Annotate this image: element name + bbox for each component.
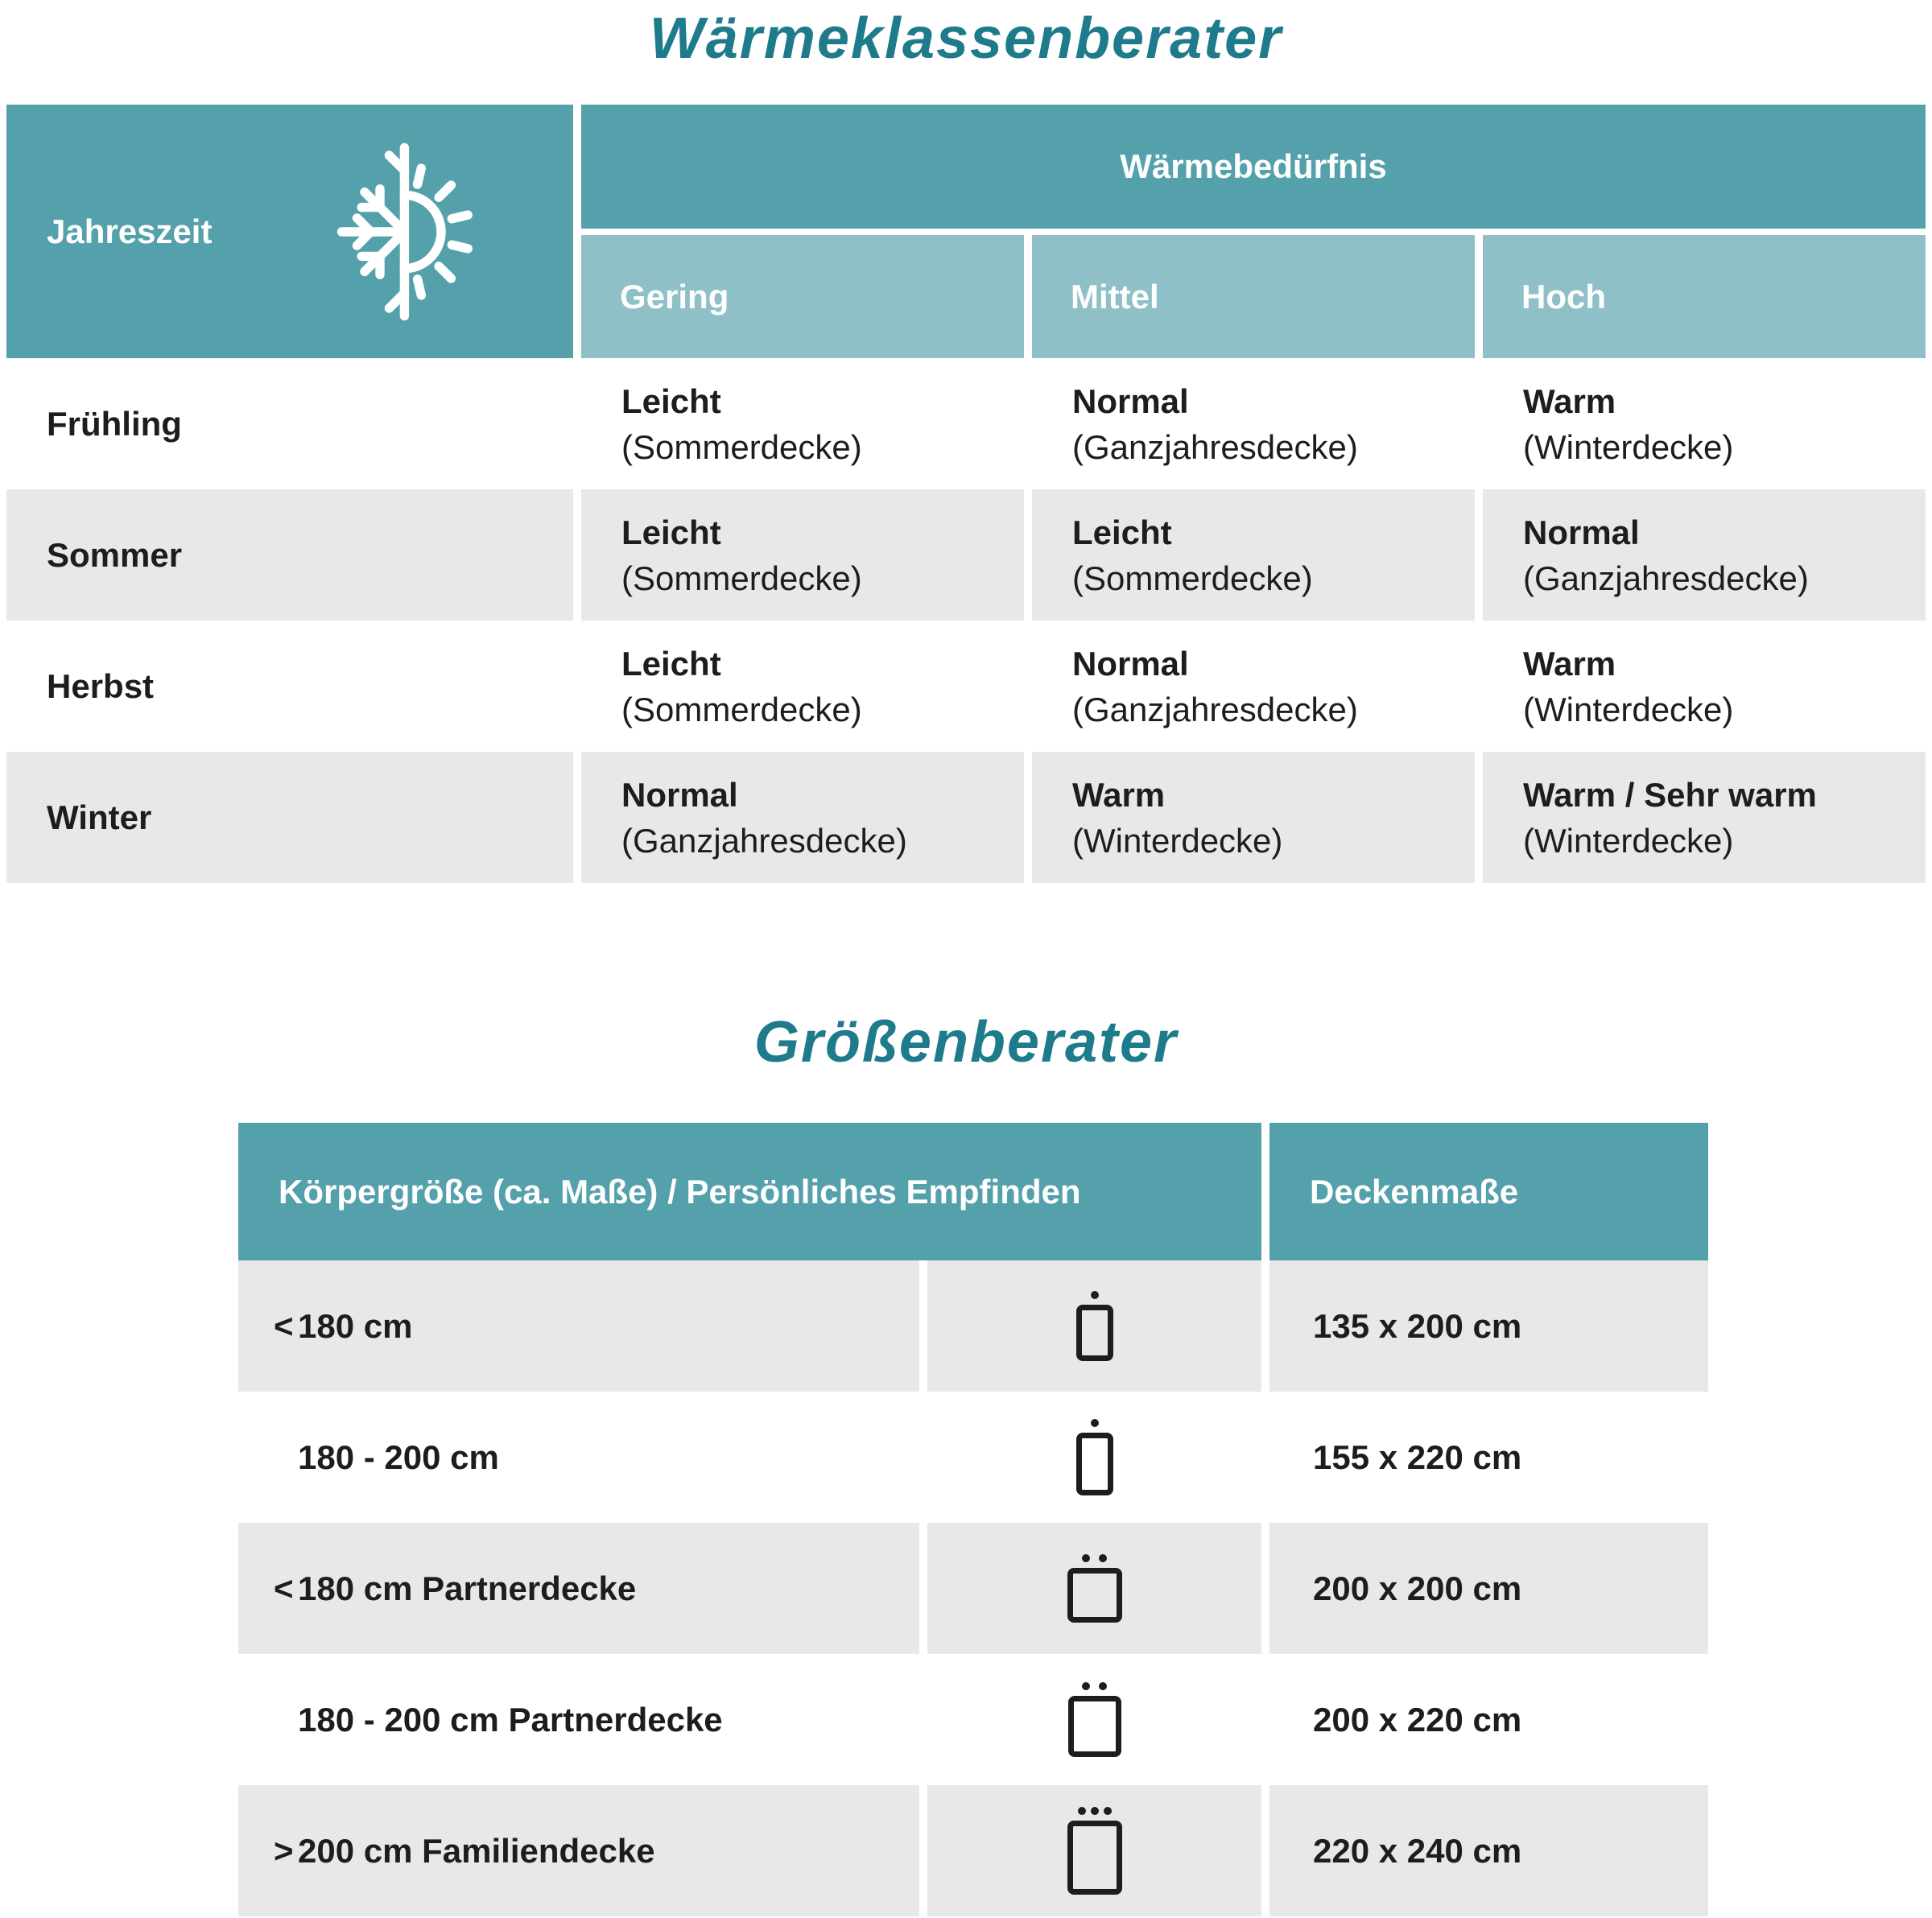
person-head-dot — [1091, 1291, 1099, 1299]
family-blanket-icon — [927, 1785, 1261, 1916]
season-label: Frühling — [6, 358, 573, 489]
comparison-symbol: < — [274, 1306, 294, 1345]
blanket-type: (Winterdecke) — [1523, 427, 1734, 466]
warmth-table — [6, 105, 1926, 883]
warmth-cell — [1483, 752, 1926, 883]
warmth-need-header-group — [581, 105, 1926, 358]
body-height-header: Körpergröße (ca. Maße) / Persönliches Empfinden — [238, 1123, 1261, 1260]
blanket-type: (Winterdecke) — [1523, 821, 1734, 860]
season-label: Winter — [6, 752, 573, 883]
blanket-class: Normal — [1523, 513, 1640, 551]
warmth-level-header-gering: Gering — [581, 235, 1024, 358]
table-row-sommer — [6, 489, 1926, 621]
warmth-level-header-mittel: Mittel — [1032, 235, 1475, 358]
person-head-dot — [1099, 1682, 1107, 1690]
height-text: 180 - 200 cm — [298, 1437, 499, 1476]
person-heads — [1078, 1807, 1112, 1815]
blanket-class: Warm — [1072, 775, 1166, 814]
season-label: Herbst — [6, 621, 573, 752]
size-table-header — [238, 1123, 1708, 1260]
blanket-type: (Winterdecke) — [1523, 690, 1734, 728]
body-height-label — [238, 1654, 919, 1785]
person-heads — [1082, 1682, 1107, 1690]
blanket-type: (Winterdecke) — [1072, 821, 1283, 860]
warmth-level-subheaders — [581, 235, 1926, 358]
person-head-dot — [1099, 1554, 1107, 1562]
blanket-size-value: 200 x 220 cm — [1269, 1654, 1708, 1785]
season-header-label: Jahreszeit — [47, 212, 213, 250]
single-person-blanket-icon — [927, 1260, 1261, 1392]
height-text: 180 - 200 cm Partnerdecke — [298, 1700, 723, 1739]
person-heads — [1091, 1419, 1099, 1427]
warmth-table-body — [6, 358, 1926, 883]
body-height-label — [238, 1392, 919, 1523]
table-row-fruehling — [6, 358, 1926, 489]
single-person-blanket-icon — [927, 1392, 1261, 1523]
blanket-type: (Sommerdecke) — [621, 427, 862, 466]
person-head-dot — [1082, 1554, 1090, 1562]
blanket-shape — [1076, 1305, 1113, 1361]
blanket-class: Leicht — [621, 513, 721, 551]
warmth-need-label: Wärmebedürfnis — [1120, 147, 1387, 185]
warmth-level-header-hoch: Hoch — [1483, 235, 1926, 358]
blanket-type: (Sommerdecke) — [621, 559, 862, 597]
size-row — [238, 1523, 1708, 1654]
warmth-cell — [581, 358, 1024, 489]
person-head-dot — [1078, 1807, 1086, 1815]
blanket-class: Leicht — [621, 382, 721, 420]
table-row-winter — [6, 752, 1926, 883]
warmth-table-header — [6, 105, 1926, 358]
blanket-type: (Ganzjahresdecke) — [1072, 690, 1358, 728]
person-head-dot — [1091, 1419, 1099, 1427]
blanket-shape — [1067, 1821, 1122, 1895]
comparison-symbol: > — [274, 1831, 294, 1870]
blanket-type: (Sommerdecke) — [1072, 559, 1313, 597]
person-head-dot — [1104, 1807, 1112, 1815]
person-heads — [1091, 1291, 1099, 1299]
blanket-class: Leicht — [1072, 513, 1172, 551]
blanket-shape — [1076, 1433, 1113, 1495]
blanket-size-value: 155 x 220 cm — [1269, 1392, 1708, 1523]
warmth-cell — [1032, 358, 1475, 489]
blanket-type: (Ganzjahresdecke) — [621, 821, 907, 860]
body-height-label — [238, 1785, 919, 1916]
warmth-need-header — [581, 105, 1926, 229]
warmth-cell — [1483, 358, 1926, 489]
blanket-class: Leicht — [621, 644, 721, 683]
height-text: 180 cm — [298, 1306, 413, 1345]
blanket-type: (Ganzjahresdecke) — [1523, 559, 1809, 597]
comparison-symbol: < — [274, 1569, 294, 1607]
height-text: 180 cm Partnerdecke — [298, 1569, 637, 1607]
partner-blanket-icon — [927, 1523, 1261, 1654]
warmth-cell — [1032, 489, 1475, 621]
size-table-title: Größenberater — [753, 1010, 1179, 1074]
warmth-cell — [1483, 621, 1926, 752]
snowflake-sun-icon — [334, 140, 487, 324]
blanket-class: Warm — [1523, 644, 1616, 683]
warmth-cell — [581, 752, 1024, 883]
warmth-table-title: Wärmeklassenberater — [649, 6, 1283, 71]
season-column-header — [6, 105, 573, 358]
blanket-size-header: Deckenmaße — [1269, 1123, 1708, 1260]
blanket-shape — [1068, 1696, 1121, 1757]
size-row — [238, 1654, 1708, 1785]
blanket-class: Warm / Sehr warm — [1523, 775, 1817, 814]
size-table-body — [238, 1260, 1708, 1916]
blanket-class: Warm — [1523, 382, 1616, 420]
season-label: Sommer — [6, 489, 573, 621]
body-height-label — [238, 1260, 919, 1392]
size-table — [238, 1123, 1708, 1916]
size-row — [238, 1785, 1708, 1916]
blanket-class: Normal — [1072, 382, 1189, 420]
blanket-type: (Ganzjahresdecke) — [1072, 427, 1358, 466]
blanket-size-value: 135 x 200 cm — [1269, 1260, 1708, 1392]
person-head-dot — [1091, 1807, 1099, 1815]
blanket-class: Normal — [621, 775, 738, 814]
warmth-cell — [1483, 489, 1926, 621]
blanket-class: Normal — [1072, 644, 1189, 683]
warmth-cell — [581, 489, 1024, 621]
person-heads — [1082, 1554, 1107, 1562]
warmth-cell — [1032, 621, 1475, 752]
height-text: 200 cm Familiendecke — [298, 1831, 655, 1870]
body-height-label — [238, 1523, 919, 1654]
size-row — [238, 1392, 1708, 1523]
blanket-size-value: 220 x 240 cm — [1269, 1785, 1708, 1916]
blanket-type: (Sommerdecke) — [621, 690, 862, 728]
size-row — [238, 1260, 1708, 1392]
partner-blanket-icon — [927, 1654, 1261, 1785]
warmth-cell — [581, 621, 1024, 752]
table-row-herbst — [6, 621, 1926, 752]
blanket-size-value: 200 x 200 cm — [1269, 1523, 1708, 1654]
blanket-shape — [1067, 1568, 1122, 1623]
warmth-cell — [1032, 752, 1475, 883]
person-head-dot — [1082, 1682, 1090, 1690]
